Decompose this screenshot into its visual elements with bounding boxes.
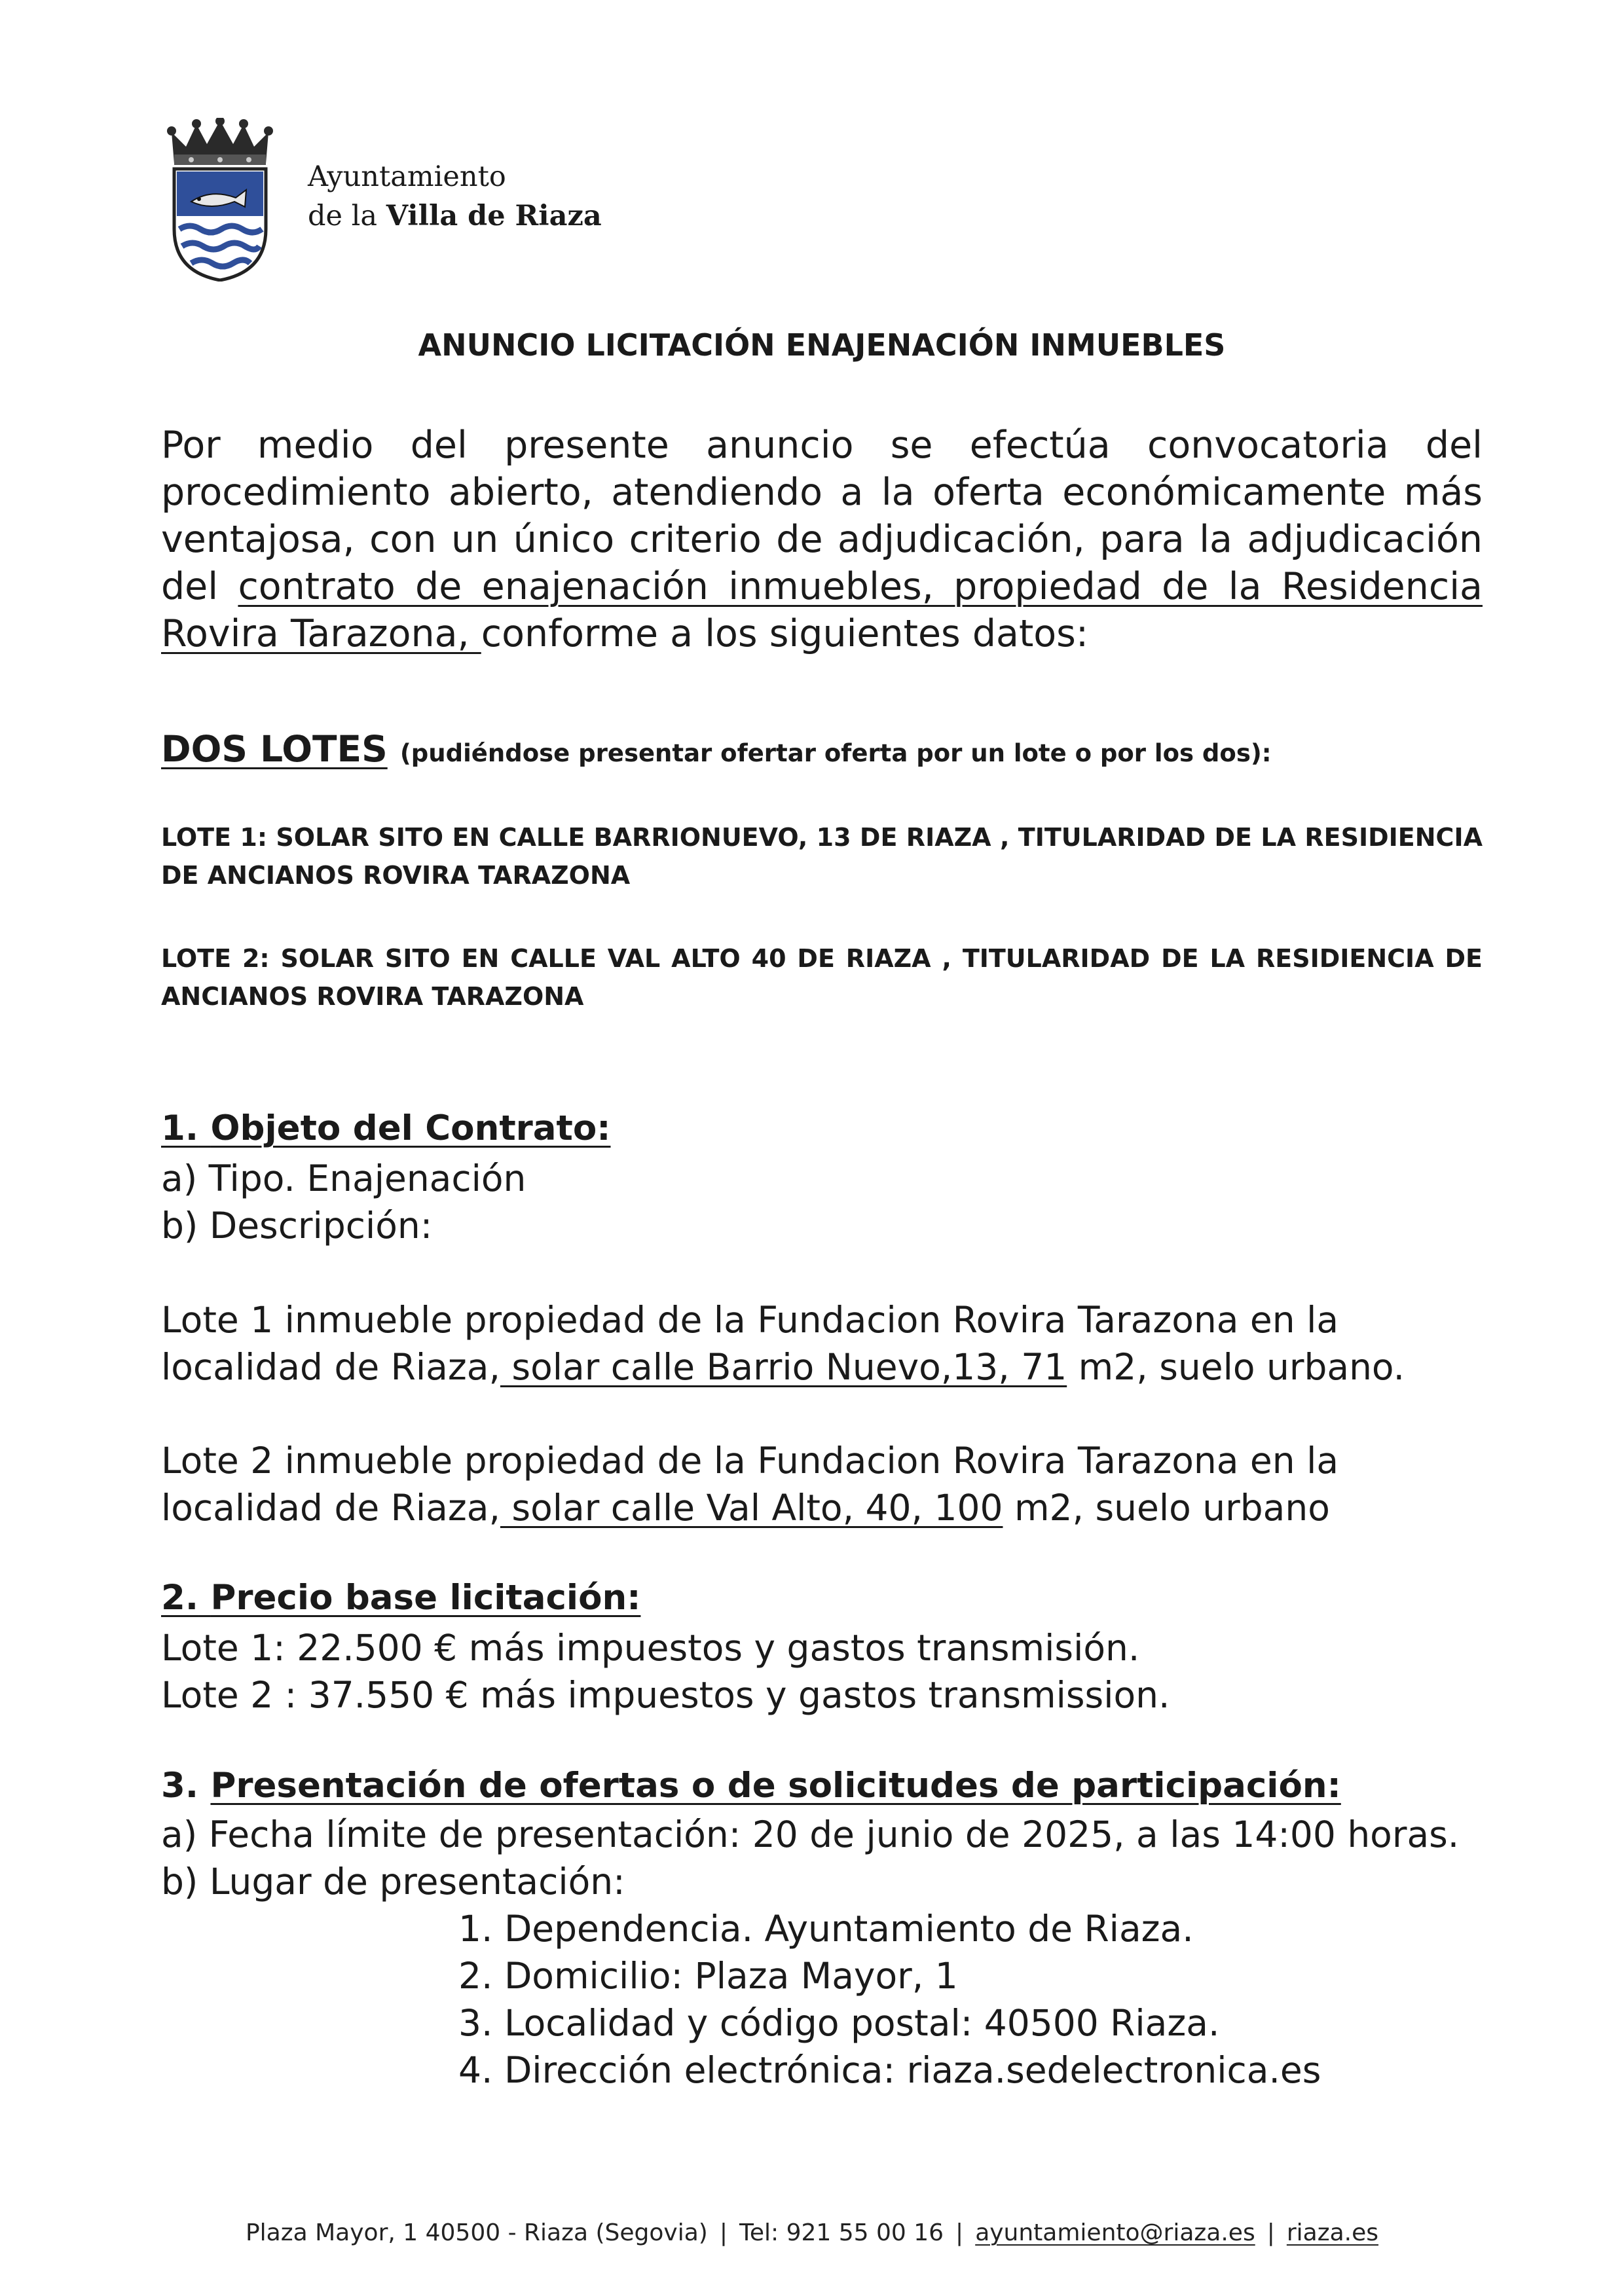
org-line-2-bold: Villa de Riaza [386, 200, 602, 232]
section-2-number: 2. [161, 1578, 199, 1618]
footer-phone: Tel: 921 55 00 16 [739, 2219, 944, 2246]
section-3-place-1: 1. Dependencia. Ayuntamiento de Riaza. [458, 1908, 1194, 1950]
lote-1-description: LOTE 1: SOLAR SITO EN CALLE BARRIONUEVO, 13 DE RIAZA , TITULARIDAD DE LA RESIDIENCIA DE ANCIANOS ROVIRA TARAZONA [161, 823, 1483, 890]
lots-note: (pudiéndose presentar ofertar oferta por un lote o por los dos): [399, 739, 1272, 767]
section-3-item-a: a) Fecha límite de presentación: 20 de junio de 2025, a las 14:00 horas. [161, 1813, 1460, 1855]
intro-paragraph [161, 422, 1483, 657]
org-line-2 [308, 196, 602, 236]
section-3-place-2: 2. Domicilio: Plaza Mayor, 1 [458, 1955, 958, 1997]
lote-2-description: LOTE 2: SOLAR SITO EN CALLE VAL ALTO 40 DE RIAZA , TITULARIDAD DE LA RESIDIENCIA DE ANCIANOS ROVIRA TARAZONA [161, 944, 1483, 1011]
footer-separator: | [955, 2219, 964, 2246]
section-2-heading [161, 1578, 640, 1618]
section-2-title: Precio base licitación: [210, 1578, 641, 1618]
section-1-heading [161, 1108, 611, 1148]
s1-lote2-text: Lote 2 inmueble propiedad de la Fundacion Rovira Tarazona en la localidad de Riaza, [161, 1440, 1339, 1529]
lots-heading: DOS LOTES [161, 728, 388, 770]
section-3-place-3: 3. Localidad y código postal: 40500 Riaza. [458, 2002, 1220, 2044]
section-1-number: 1. [161, 1108, 199, 1148]
footer-web-link[interactable]: riaza.es [1286, 2219, 1379, 2246]
section-1-lote-2 [161, 1437, 1483, 1531]
org-line-2-prefix: de la [308, 200, 378, 232]
section-1-item-b: b) Descripción: [161, 1205, 433, 1247]
lots-heading-line [161, 728, 1272, 770]
section-3-title: Presentación de ofertas o de solicitudes de participación: [210, 1766, 1341, 1806]
s1-lote2-tail: m2, suelo urbano [1003, 1487, 1330, 1529]
section-3-place-4: 4. Dirección electrónica: riaza.sedelectronica.es [458, 2049, 1321, 2091]
section-3-number: 3. [161, 1766, 199, 1806]
section-1-title: Objeto del Contrato: [210, 1108, 611, 1148]
page-title: ANUNCIO LICITACIÓN ENAJENACIÓN INMUEBLES [418, 327, 1226, 363]
footer-address: Plaza Mayor, 1 40500 - Riaza (Segovia) [245, 2219, 708, 2246]
organization-name [308, 157, 602, 236]
s1-lote1-address: solar calle Barrio Nuevo,13, 71 [500, 1346, 1067, 1388]
s1-lote1-tail: m2, suelo urbano. [1067, 1346, 1405, 1388]
page-footer [0, 2219, 1624, 2246]
section-3-heading [161, 1766, 1341, 1806]
footer-separator: | [1266, 2219, 1275, 2246]
intro-text-b: conforme a los siguientes datos: [481, 612, 1089, 655]
section-1-lote-1 [161, 1296, 1483, 1391]
footer-separator: | [719, 2219, 728, 2246]
s1-lote1-text: Lote 1 inmueble propiedad de la Fundacion Rovira Tarazona en la localidad de Riaza, [161, 1299, 1339, 1388]
s1-lote2-address: solar calle Val Alto, 40, 100 [500, 1487, 1003, 1529]
section-1-item-a: a) Tipo. Enajenación [161, 1157, 526, 1199]
org-line-1: Ayuntamiento [308, 160, 506, 193]
intro-text-a: Por medio del presente anuncio se efectúa convocatoria del procedimiento abierto, atendiendo a la oferta económicamente más ventajosa, con un único criterio de adjudicación, para la adjudicación del [161, 424, 1483, 608]
intro-contract-reference: contrato de enajenación inmuebles, propiedad de la Residencia Rovira Tarazona, [161, 565, 1483, 655]
footer-email-link[interactable]: ayuntamiento@riaza.es [975, 2219, 1255, 2246]
section-2-line-1: Lote 1: 22.500 € más impuestos y gastos transmisión. [161, 1627, 1140, 1669]
coat-of-arms-logo [165, 118, 275, 282]
section-2-line-2: Lote 2 : 37.550 € más impuestos y gastos transmission. [161, 1674, 1170, 1716]
section-3-item-b: b) Lugar de presentación: [161, 1861, 625, 1903]
